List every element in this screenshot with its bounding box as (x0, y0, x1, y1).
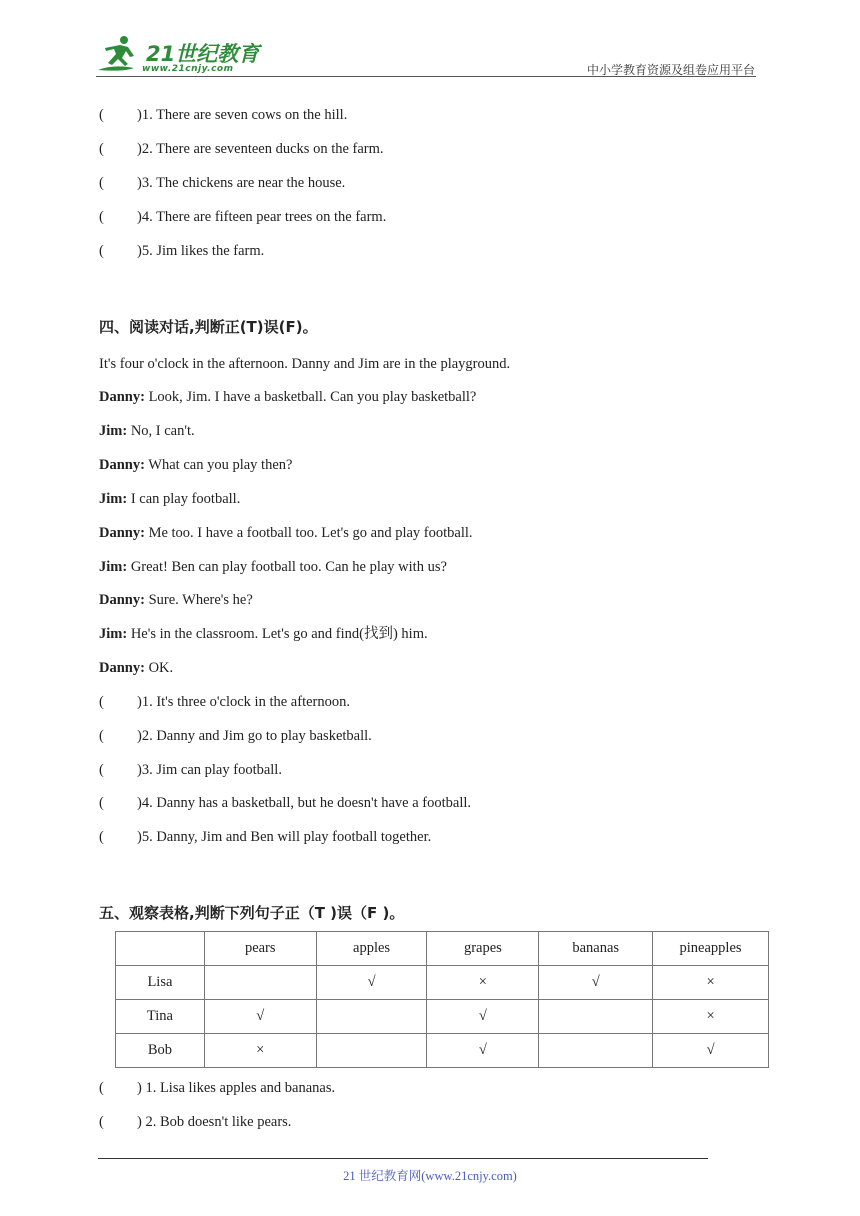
footer-text: 21 世纪教育网(www.21cnjy.com) (343, 1169, 517, 1183)
table-cell: × (204, 1034, 316, 1068)
question-item: ( ) 1. Lisa likes apples and bananas. (99, 1080, 336, 1096)
table-cell (316, 1034, 427, 1068)
table-cell: × (653, 1000, 769, 1034)
table-cell (316, 1000, 427, 1034)
table-header-cell: grapes (427, 932, 539, 966)
dialogue-line: Jim: He's in the classroom. Let's go and find(找到) him. (99, 626, 428, 642)
dialogue-line: Danny: Look, Jim. I have a basketball. Can you play basketball? (99, 389, 477, 405)
question-item: ( )3. Jim can play football. (99, 762, 282, 778)
table-cell (539, 1034, 653, 1068)
table-cell (204, 966, 316, 1000)
dialogue-line: Jim: Great! Ben can play football too. Can he play with us? (99, 559, 447, 575)
question-item: ( )5. Danny, Jim and Ben will play football together. (99, 829, 432, 845)
table-cell: √ (427, 1034, 539, 1068)
dialogue-line: Danny: Sure. Where's he? (99, 592, 253, 608)
table-cell: √ (653, 1034, 769, 1068)
question-item: ( )5. Jim likes the farm. (99, 243, 265, 259)
question-item: ( )3. The chickens are near the house. (99, 175, 346, 191)
dialogue-line: Jim: I can play football. (99, 491, 241, 507)
table-cell: √ (204, 1000, 316, 1034)
logo-url: www.21cnjy.com (142, 64, 234, 74)
question-item: ( )4. There are fifteen pear trees on the farm. (99, 209, 387, 225)
question-item: ( ) 2. Bob doesn't like pears. (99, 1114, 292, 1130)
dialogue-line: Danny: What can you play then? (99, 457, 293, 473)
dialogue-line: Jim: No, I can't. (99, 423, 195, 439)
table-header-row (116, 932, 769, 966)
fruit-table (115, 931, 769, 1068)
table-cell: × (427, 966, 539, 1000)
question-item: ( )1. There are seven cows on the hill. (99, 107, 348, 123)
table-cell (539, 1000, 653, 1034)
table-row (116, 1000, 769, 1034)
table-header-cell: bananas (539, 932, 653, 966)
question-item: ( )1. It's three o'clock in the afternoon. (99, 694, 350, 710)
table-header-cell: pineapples (653, 932, 769, 966)
table-header-cell: pears (204, 932, 316, 966)
question-item: ( )2. Danny and Jim go to play basketball. (99, 728, 372, 744)
table-row (116, 1034, 769, 1068)
header-divider (96, 76, 756, 77)
table-header-cell: apples (316, 932, 427, 966)
table-cell: Bob (116, 1034, 205, 1068)
table-cell: √ (539, 966, 653, 1000)
logo-text: 21世纪教育 (146, 42, 260, 66)
section-heading: 四、阅读对话,判断正(T)误(F)。 (99, 318, 318, 336)
table-row (116, 966, 769, 1000)
table-cell: √ (316, 966, 427, 1000)
section-heading: 五、观察表格,判断下列句子正（T )误（F )。 (99, 904, 405, 922)
dialogue-line: Danny: OK. (99, 660, 174, 676)
table-cell: √ (427, 1000, 539, 1034)
table-cell: Lisa (116, 966, 205, 1000)
question-item: ( )2. There are seventeen ducks on the farm. (99, 141, 384, 157)
table-header-cell (116, 932, 205, 966)
platform-title: 中小学教育资源及组卷应用平台 (586, 63, 755, 77)
footer-divider (98, 1158, 708, 1159)
question-item: ( )4. Danny has a basketball, but he doesn't have a football. (99, 795, 472, 811)
table-cell: Tina (116, 1000, 205, 1034)
dialogue-line: Danny: Me too. I have a football too. Let's go and play football. (99, 525, 473, 541)
table-cell: × (653, 966, 769, 1000)
passage-intro: It's four o'clock in the afternoon. Danny and Jim are in the playground. (99, 356, 511, 372)
